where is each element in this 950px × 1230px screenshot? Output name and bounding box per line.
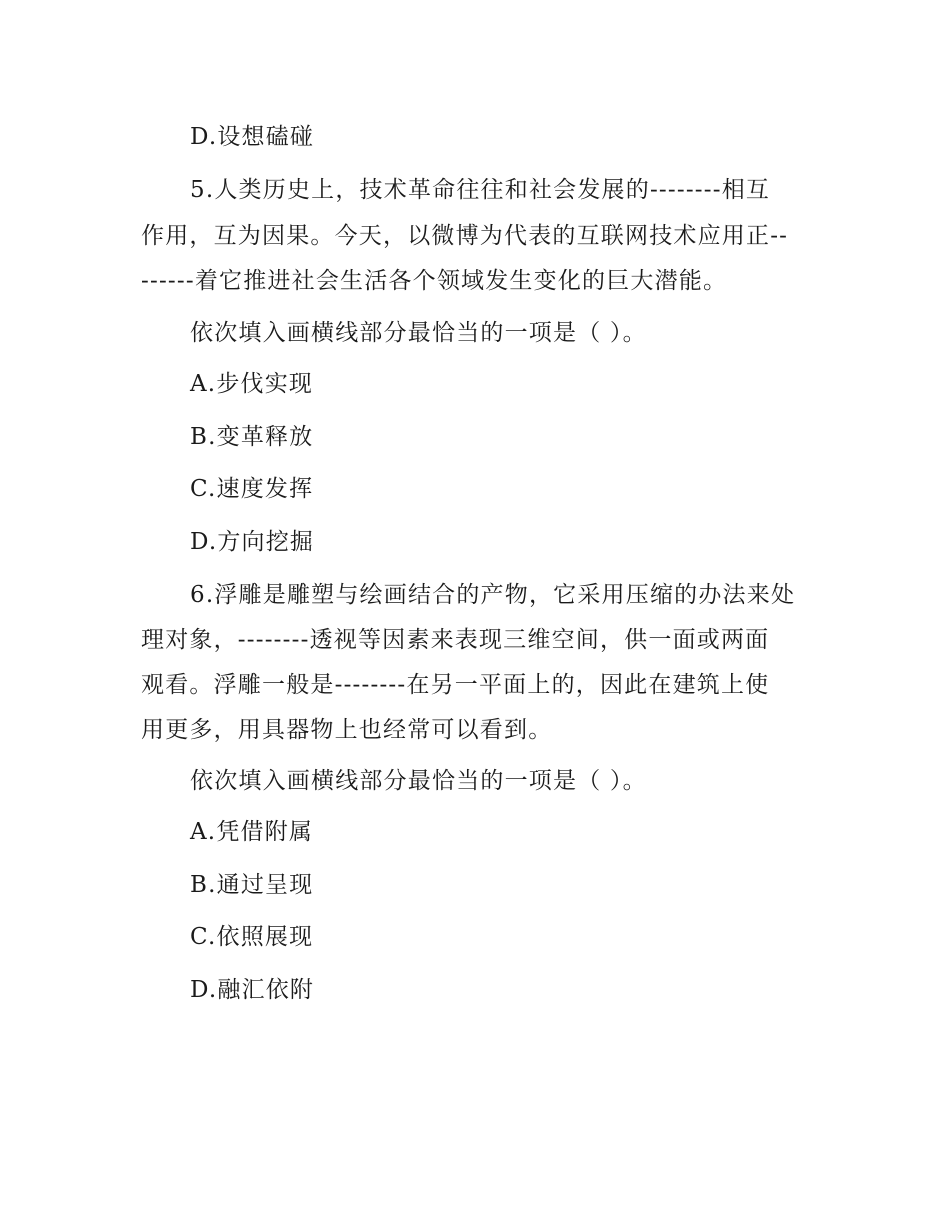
q5-option-b: B.变革释放 xyxy=(190,424,314,450)
q4-option-d: D.设想磕碰 xyxy=(190,124,315,150)
q6-option-c: C.依照展现 xyxy=(190,924,314,950)
q6-option-b: B.通过呈现 xyxy=(190,872,314,898)
q5-instruction: 依次填入画横线部分最恰当的一项是（ ）。 xyxy=(190,320,647,346)
q6-instruction: 依次填入画横线部分最恰当的一项是（ ）。 xyxy=(190,768,647,794)
q6-option-d: D.融汇依附 xyxy=(190,977,315,1003)
q6-stem-line-1: 6.浮雕是雕塑与绘画结合的产物，它采用压缩的办法来处 xyxy=(190,582,796,608)
q5-option-c: C.速度发挥 xyxy=(190,476,314,502)
q6-option-a: A.凭借附属 xyxy=(190,819,314,845)
q5-stem-line-1: 5.人类历史上，技术革命往往和社会发展的--------相互 xyxy=(190,177,771,203)
q5-option-d: D.方向挖掘 xyxy=(190,529,315,555)
q6-stem-line-2: 理对象，--------透视等因素来表现三维空间，供一面或两面 xyxy=(141,627,770,653)
q6-stem-line-4: 用更多，用具器物上也经常可以看到。 xyxy=(141,717,553,743)
q5-stem-line-2: 作用，互为因果。今天，以微博为代表的互联网技术应用正-- xyxy=(141,223,789,249)
q5-option-a: A.步伐实现 xyxy=(190,371,314,397)
q5-stem-line-3: ------着它推进社会生活各个领域发生变化的巨大潜能。 xyxy=(141,268,728,294)
q6-stem-line-3: 观看。浮雕一般是--------在另一平面上的，因此在建筑上使 xyxy=(141,672,770,698)
